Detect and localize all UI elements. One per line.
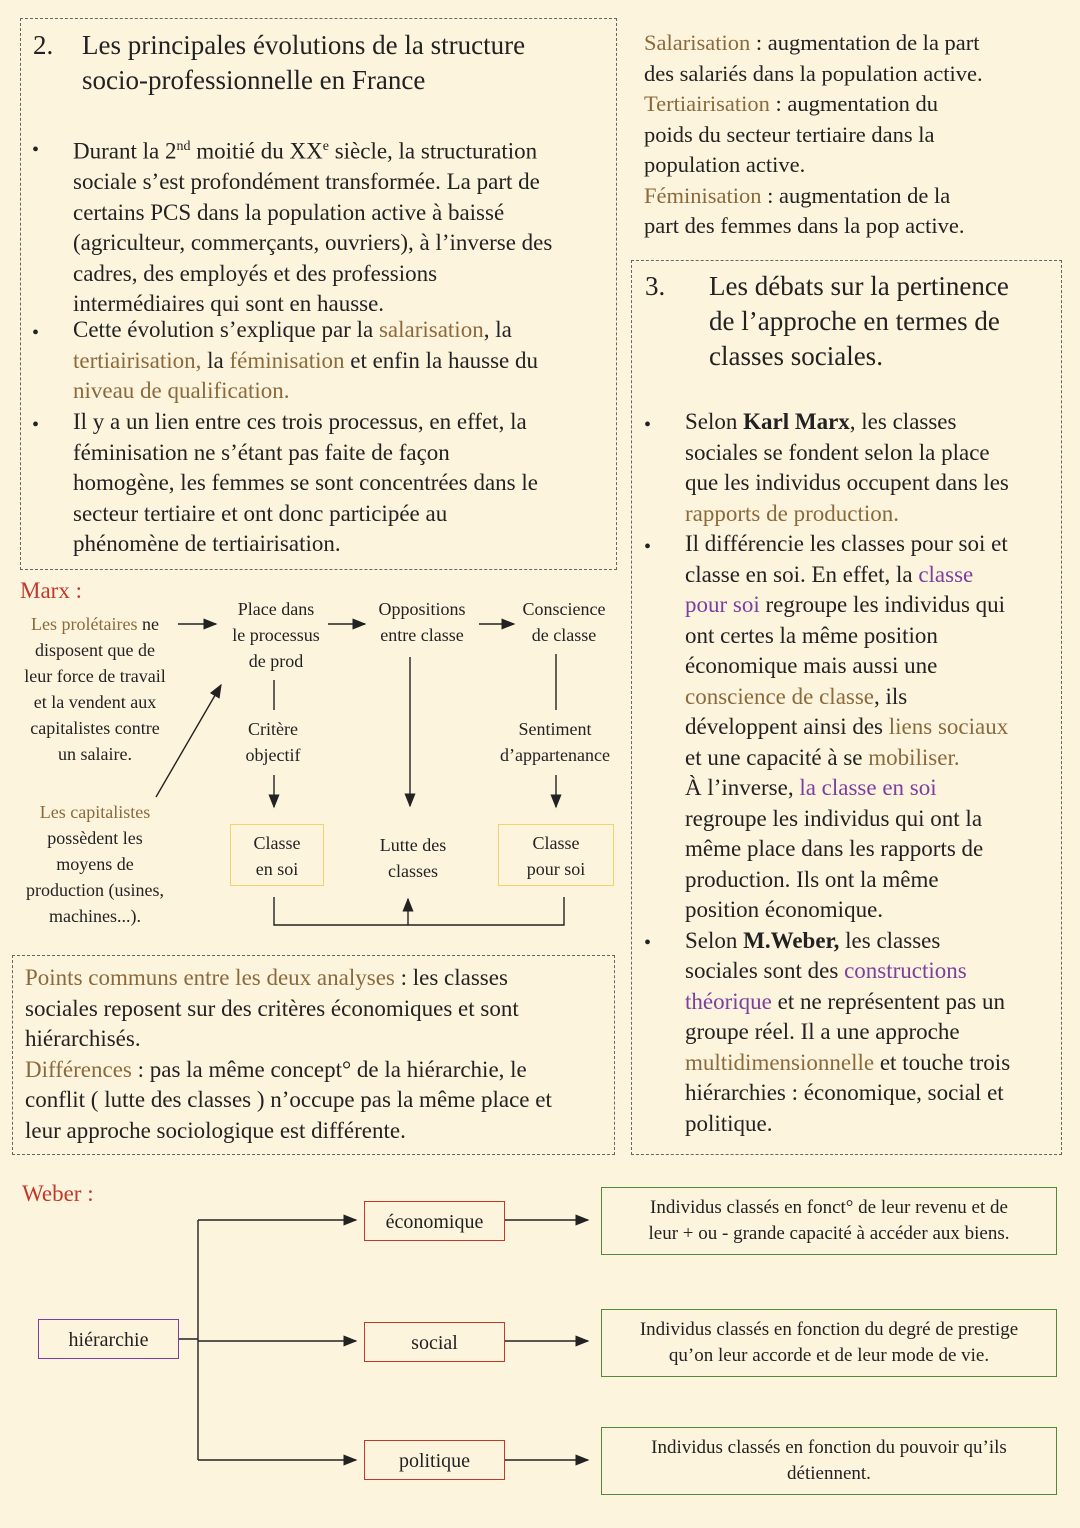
- para-line: Durant la 2nd moitié du XXe siècle, la structuration: [73, 138, 538, 164]
- section-2-title-line1: Les principales évolutions de la structure: [82, 30, 526, 60]
- section-3-title-line: Les débats sur la pertinence: [709, 271, 1009, 301]
- def-line: des salariés dans la population active.: [644, 60, 983, 86]
- text: Conscience: [522, 599, 606, 619]
- def-line: [644, 28, 1064, 59]
- capitalistes-line: production (usines,: [26, 880, 164, 900]
- term-tertiairisation: tertiairisation,: [73, 347, 202, 373]
- text: : augmentation de la: [761, 182, 951, 208]
- text: de classe: [531, 625, 597, 645]
- bullet: •: [644, 932, 652, 954]
- term-constructions: constructions: [844, 958, 967, 983]
- para-line: homogène, les femmes se sont concentrées dans le: [73, 470, 538, 495]
- term-multidimensionnelle: multidimensionnelle: [685, 1049, 875, 1075]
- text: leur + ou - grande capacité à accéder aux biens.: [648, 1223, 1010, 1244]
- para-line: conflit ( lutte des classes ) n’occupe pas la même place et: [25, 1087, 552, 1112]
- proletaires-line: leur force de travail: [24, 666, 166, 686]
- def-line: population active.: [644, 152, 806, 177]
- text: : les classes: [394, 965, 508, 990]
- text: de prod: [248, 651, 304, 671]
- para-line: [685, 712, 1060, 743]
- text: et une capacité à se: [685, 744, 869, 770]
- term-classe-en-soi: la classe en soi: [799, 775, 937, 800]
- para-line: [685, 590, 1060, 621]
- weber-diagram-arrows: [0, 1150, 1080, 1528]
- text: Lutte des: [379, 835, 447, 855]
- para-line: sociales se fondent selon la place: [685, 439, 990, 465]
- text: : pas la même concept° de la hiérarchie, le: [131, 1056, 527, 1082]
- para-line: regroupe les individus qui ont la: [685, 805, 983, 831]
- para-line: phénomène de tertiairisation.: [73, 531, 341, 556]
- para-line: [25, 963, 610, 994]
- proletaires-line: capitalistes contre: [30, 718, 160, 738]
- text: en soi: [255, 859, 299, 879]
- section-2-title-line2: socio-professionnelle en France: [82, 65, 426, 95]
- text: et ne représentent pas un: [771, 988, 1005, 1014]
- definitions: [644, 28, 1064, 242]
- weber-node-social: social: [364, 1322, 505, 1362]
- weber-root-hierarchie: hiérarchie: [38, 1319, 179, 1359]
- para-line: sociales reposent sur des critères économiques et sont: [25, 995, 519, 1021]
- para-line: [685, 1048, 1060, 1079]
- text: qu’on leur accorde et de leur mode de vie.: [668, 1345, 990, 1366]
- text: Selon: [685, 409, 744, 434]
- para-line: groupe réel. Il a une approche: [685, 1019, 960, 1044]
- para-line: hiérarchisés.: [25, 1026, 141, 1051]
- para-line: [685, 682, 1060, 713]
- name-karl-marx: Karl Marx: [743, 409, 850, 434]
- para-line: [685, 926, 1060, 957]
- bullet: •: [32, 414, 40, 436]
- term-pour-soi: pour soi: [685, 592, 760, 617]
- text: et touche trois: [874, 1049, 1011, 1075]
- text: : augmentation de la part: [750, 30, 980, 55]
- marx-diagram-arrows: [0, 0, 640, 940]
- text: pour soi: [526, 859, 586, 879]
- para-line: (agriculteur, commerçants, ouvriers), à l’inverse des: [73, 230, 553, 256]
- text: entre classe: [380, 625, 464, 645]
- para-line: hiérarchies : économique, social et: [685, 1080, 1004, 1105]
- para-line: Il y a un lien entre ces trois processus, en effet, la: [73, 409, 527, 434]
- text: Classe: [532, 833, 580, 853]
- para-line: [685, 407, 1060, 438]
- marx-label: Marx :: [20, 578, 82, 603]
- para-line: leur approche sociologique est différente.: [25, 1117, 406, 1143]
- text: Individus classés en fonction du degré de prestige: [639, 1319, 1019, 1340]
- text: classe en soi. En effet, la: [685, 561, 919, 587]
- text: Sentiment: [518, 719, 592, 739]
- text: les classes: [839, 927, 941, 953]
- text: , les classes: [849, 409, 957, 434]
- text: classes: [388, 861, 438, 881]
- para-line: [685, 743, 1060, 774]
- para-line: production. Ils ont la même: [685, 866, 939, 892]
- term-mobiliser: mobiliser.: [868, 744, 960, 770]
- text: Cette évolution s’explique par la: [73, 317, 379, 342]
- def-term-feminisation: Féminisation: [644, 182, 762, 208]
- name-weber: M.Weber,: [743, 927, 840, 953]
- para-line: que les individus occupent dans les: [685, 470, 1009, 495]
- text: Oppositions: [378, 599, 466, 619]
- section-3-text: [685, 407, 1060, 1139]
- term-proletaires: Les prolétaires: [31, 614, 138, 634]
- section-2-number: 2.: [33, 30, 54, 60]
- comparison-text: [25, 963, 610, 1146]
- text: développent ainsi des: [685, 714, 889, 739]
- proletaires-line: et la vendent aux: [33, 692, 157, 712]
- def-term-salarisation: Salarisation: [644, 30, 751, 55]
- term-points-communs: Points communs entre les deux analyses: [25, 965, 395, 990]
- term-salarisation: salarisation: [378, 317, 484, 342]
- proletaires-line: un salaire.: [58, 744, 132, 764]
- text: détiennent.: [787, 1463, 871, 1484]
- weber-label: Weber :: [22, 1181, 94, 1206]
- para-line: même place dans les rapports de: [685, 836, 984, 861]
- term-capitalistes: Les capitalistes: [39, 802, 151, 822]
- text: d’appartenance: [500, 745, 610, 765]
- bullet: •: [32, 322, 40, 344]
- text: À l’inverse,: [685, 775, 800, 800]
- para-line: sociale s’est profondément transformée. La part de: [73, 169, 540, 195]
- text: et enfin la hausse du: [344, 347, 539, 373]
- text: objectif: [245, 745, 301, 765]
- para-line: [685, 987, 1060, 1018]
- weber-node-economique: économique: [364, 1201, 505, 1241]
- para-line: ont certes la même position: [685, 622, 938, 648]
- para-line: politique.: [685, 1110, 773, 1136]
- capitalistes-line: possèdent les: [47, 828, 143, 848]
- def-line: part des femmes dans la pop active.: [644, 213, 965, 238]
- para-line: féminisation ne s’étant pas faite de façon: [73, 439, 450, 465]
- line-bottom-connector: [274, 897, 564, 925]
- bullet: •: [644, 414, 652, 436]
- section-3-title: [709, 269, 1059, 374]
- text: Classe: [253, 833, 301, 853]
- para-line: Il différencie les classes pour soi et: [685, 531, 1008, 556]
- capitalistes-line: moyens de: [56, 854, 134, 874]
- text: sociales sont des: [685, 958, 845, 983]
- def-term-tertiairisation: Tertiairisation: [644, 91, 770, 116]
- term-liens-sociaux: liens sociaux: [888, 714, 1009, 739]
- text: : augmentation du: [769, 91, 938, 116]
- para-line: [25, 1055, 610, 1086]
- text: , ils: [874, 683, 908, 709]
- section-3-title-line: de l’approche en termes de: [709, 306, 1000, 336]
- text: le processus: [232, 625, 320, 645]
- term-theorique: théorique: [685, 988, 772, 1014]
- term-classe-pour-soi: classe: [918, 561, 974, 587]
- term-conscience-classe: conscience de classe: [685, 683, 875, 709]
- text: regroupe les individus qui: [759, 592, 1006, 617]
- text: Place dans: [237, 599, 315, 619]
- capitalistes-line: machines...).: [49, 906, 141, 926]
- term-rapports-production: rapports de production.: [685, 500, 899, 526]
- para-line: cadres, des employés et des professions: [73, 260, 438, 286]
- def-line: [644, 89, 1064, 120]
- para-line: [685, 956, 1060, 987]
- def-line: poids du secteur tertiaire dans la: [644, 121, 935, 147]
- arrow-capitalistes-to-place: [156, 685, 221, 797]
- section-3-number: 3.: [645, 271, 666, 301]
- term-differences: Différences: [25, 1056, 132, 1082]
- term-feminisation: féminisation: [229, 347, 345, 373]
- para-line: économique mais aussi une: [685, 653, 938, 678]
- text: Selon: [685, 927, 744, 953]
- text: Critère: [248, 719, 298, 739]
- para-line: [685, 773, 1060, 804]
- para-line: certains PCS dans la population active à baissé: [73, 199, 505, 225]
- text: Individus classés en fonct° de leur revenu et de: [650, 1197, 1008, 1218]
- text: Individus classés en fonction du pouvoir qu’ils: [651, 1437, 1007, 1458]
- term-niveau-qualification: niveau de qualification.: [73, 378, 290, 403]
- para-line: intermédiaires qui sont en hausse.: [73, 291, 385, 317]
- def-line: [644, 181, 1064, 212]
- text: , la: [483, 317, 512, 342]
- bullet: •: [32, 139, 40, 161]
- bullet: •: [644, 536, 652, 558]
- weber-node-politique: politique: [364, 1440, 505, 1480]
- proletaires-line: disposent que de: [35, 640, 155, 660]
- para-line: secteur tertiaire et ont donc participée au: [73, 500, 448, 526]
- para-line: [685, 560, 1060, 591]
- text: la: [201, 347, 230, 373]
- text: ne: [137, 614, 159, 634]
- section-3-title-line: classes sociales.: [709, 341, 883, 371]
- para-line: position économique.: [685, 897, 884, 922]
